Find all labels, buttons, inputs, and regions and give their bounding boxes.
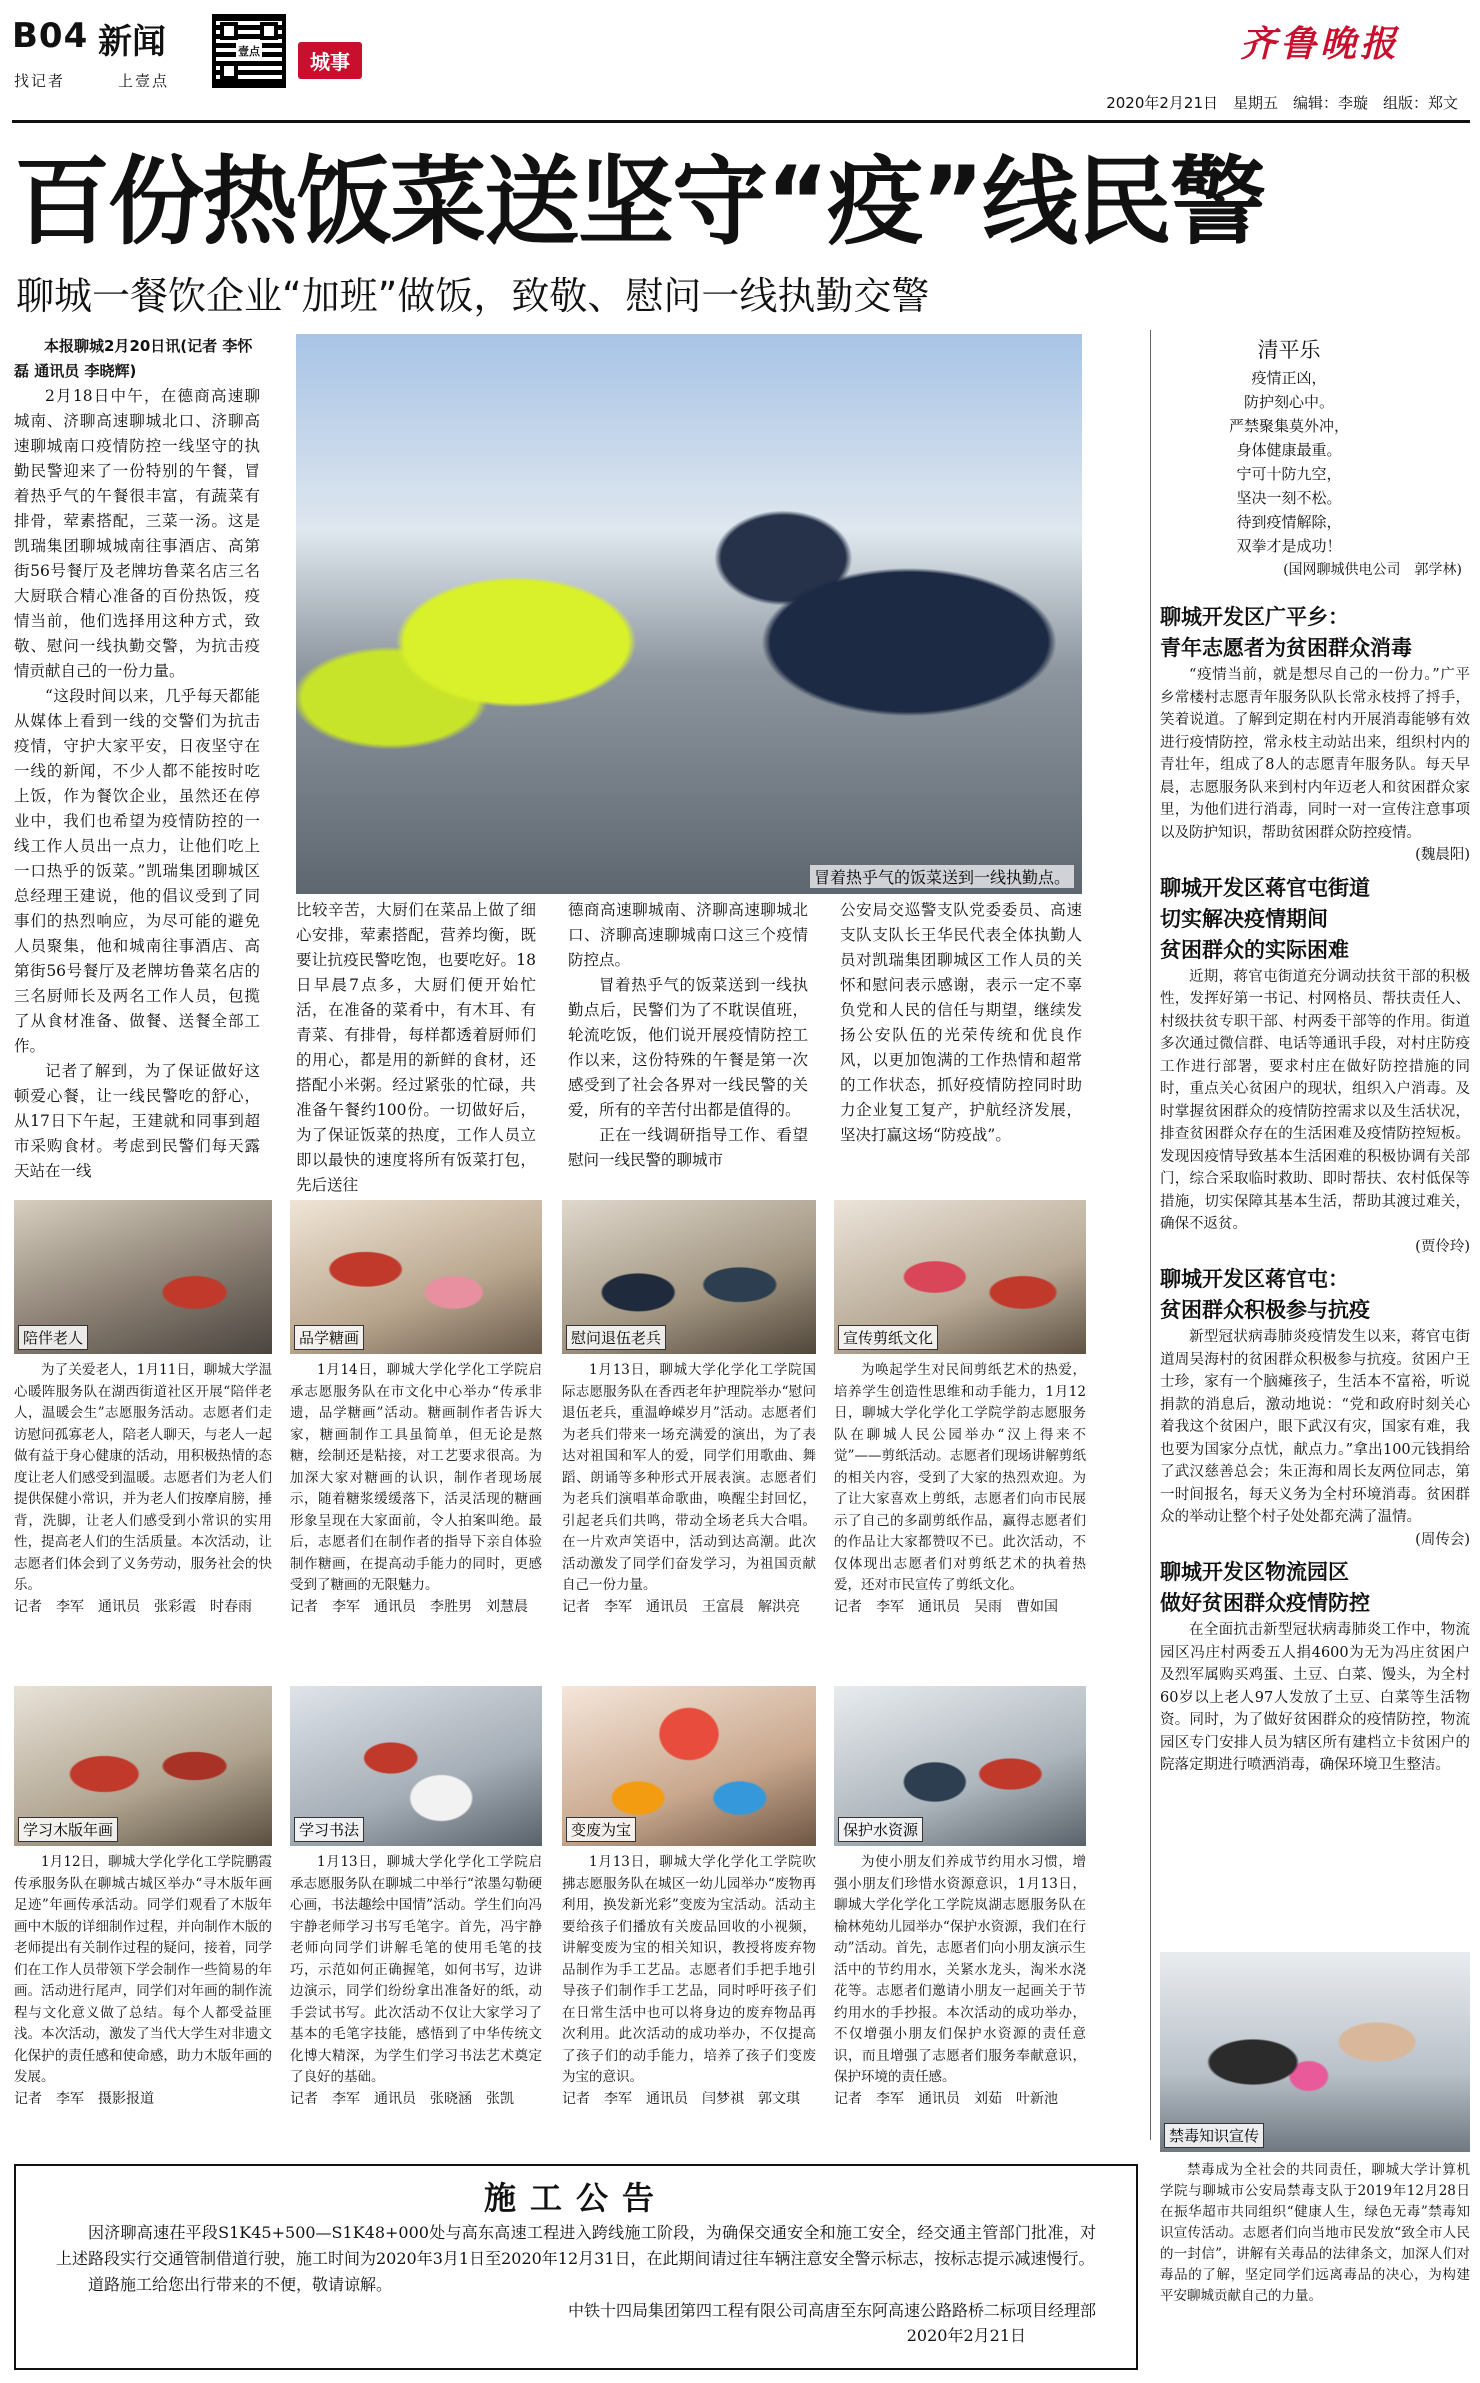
headline: 百份热饭菜送坚守“疫”线民警 (14, 146, 1265, 258)
grid-text-5 (14, 1852, 272, 2110)
article-col3-p3: 正在一线调研指导工作、看望慰问一线民警的聊城市 (568, 1126, 808, 1169)
grid-credit: 记者 李军 通讯员 闫梦祺 郭文琪 (562, 2090, 800, 2107)
grid-text-body: 1月13日，聊城大学化学化工学院国际志愿服务队在香西老年护理院举办“慰问退伍老兵，重温峥嵘岁月”活动。志愿者们为老兵们带来一场充满爱的演出，为了表达对祖国和军人的爱，同学们用歌曲、舞蹈、朗诵等多种形式开展表演。志愿者们为老兵们演唱革命歌曲，唤醒尘封回忆，引起老兵们共鸣，带动全场老兵大合唱。在一片欢声笑语中，活动到达高潮。此次活动激发了同学们奋发学习，为祖国贡献自己一份力量。 (562, 1362, 816, 1593)
grid-text-body: 为使小朋友们养成节约用水习惯，增强小朋友们珍惜水资源意识，1月13日，聊城大学化学化工学院岚湖志愿服务队在榆林苑幼儿园举办“保护水资源，我们在行动”活动。首先，志愿者们向小朋友演示生活中的节约用水，关紧水龙头，淘米水浇花等。志愿者们邀请小朋友一起画关于节约用水的手抄报。本次活动的成功举办，不仅增强小朋友们保护水资源的责任意识，而且增强了志愿者们服务奉献意识，保护环境的责任感。 (834, 1854, 1086, 2085)
grid-photo-tag: 学习书法 (294, 1817, 364, 1842)
column-rule (1150, 330, 1151, 2140)
poem-line: 待到疫情解除， (1236, 513, 1342, 531)
grid-photo-2 (290, 1200, 542, 1354)
grid-photo-3 (562, 1200, 816, 1354)
dateline: 2020年2月21日 星期五 编辑：李璇 组版：郑文 (1106, 94, 1458, 112)
notice-p2: 道路施工给您出行带来的不便，敬请谅解。 (88, 2275, 393, 2294)
article-col2-text: 比较辛苦，大厨们在菜品上做了细心安排，荤素搭配，营养均衡，既要让抗疫民警吃饱，也要吃好。18日早晨7点多，大厨们便开始忙活，在准备的菜肴中，有木耳、有青菜、有排骨，每样都透着厨师们的用心，都是用的新鲜的食材，还搭配小米粥。经过紧张的忙碌，共准备午餐约100份。一切做好后，为了保证饭菜的热度，工作人员立即以最快的速度将所有饭菜打包，先后送往 (296, 901, 536, 1194)
brief-author: (周传会) (1415, 1531, 1470, 1548)
grid-text-2 (290, 1360, 542, 1618)
article-col3 (568, 898, 808, 1173)
notice-title: 施工公告 (483, 2179, 668, 2217)
article-col3-p1: 德商高速聊城南、济聊高速聊城北口、济聊高速聊城南口这三个疫情防控点。 (568, 901, 808, 969)
poem-line: 双拳才是成功！ (1236, 537, 1342, 555)
qr-code-icon[interactable] (212, 14, 286, 88)
grid-photo-tag: 保护水资源 (838, 1817, 923, 1842)
grid-credit: 记者 李军 通讯员 张晓涵 张凯 (290, 2090, 514, 2107)
article-p1: 2月18日中午，在德商高速聊城南、济聊高速聊城北口、济聊高速聊城南口疫情防控一线坚守的执勤民警迎来了一份特别的午餐，冒着热乎气的午餐很丰富，有蔬菜有排骨，荤素搭配，三菜一汤。这是凯瑞集团聊城城南往事酒店、高第街56号餐厅及老牌坊鲁菜名店三名大厨联合精心准备的百份热饭，疫情当前，他们选择用这种方式，致敬、慰问一线执勤交警，为抗击疫情贡献自己的一份力量。 (14, 387, 260, 680)
brief-2 (1160, 873, 1470, 1259)
article-p3: 记者了解到，为了保证做好这顿爱心餐，让一线民警吃的舒心，从17日下午起，王建就和同事到超市采购食材。考虑到民警们每天露天站在一线 (14, 1062, 260, 1180)
brief-body: 近期，蒋官屯街道充分调动扶贫干部的积极性，发挥好第一书记、村网格员、帮扶责任人、村级扶贫专职干部、村两委干部等的作用。街道多次通过微信群、电话等通讯手段，对村庄防疫工作进行部署，要求村庄在做好防控措施的同时，重点关心贫困户的现状，组织入户消毒。及时掌握贫困群众的疫情防控需求以及生活状况，排查贫困群众存在的生活困难及疫情防控短板。发现因疫情导致基本生活困难的积极协调有关部门，综合采取临时救助、即时帮扶、农村低保等措施，切实保障其基本生活，帮助其渡过难关，确保不返贫。 (1160, 968, 1470, 1232)
right-photo (1160, 1952, 1470, 2152)
qr-label: 壹点 (236, 42, 262, 60)
notice-date: 2020年2月21日 (906, 2326, 1026, 2345)
brief-title: 聊城开发区物流园区 做好贫困群众疫情防控 (1160, 1560, 1370, 1615)
brief-body: “疫情当前，就是想尽自己的一份力。”广平乡常楼村志愿青年服务队队长常永枝捋了捋手，笑着说道。了解到定期在村内开展消毒能够有效进行疫情防控，常永枝主动站出来，组织村内的青壮年，组成了8人的志愿青年服务队。每天早晨，志愿服务队来到村内年迈老人和贫困群众家里，为他们进行消毒，同时一对一宣传注意事项以及防护知识，帮助贫困群众防控疫情。 (1160, 667, 1470, 841)
article-col2 (296, 898, 536, 1198)
article-col4 (840, 898, 1082, 1148)
brief-body: 新型冠状病毒肺炎疫情发生以来，蒋官屯街道周吴海村的贫困群众积极参与抗疫。贫困户王士珍，家有一个脑瘫孩子，生活本不富裕，听说捐款的消息后，激动地说：“党和政府时刻关心着我这个贫困户，眼下武汉有灾，国家有难，我也要为国家分点忧，献点力。”拿出100元钱捐给了武汉慈善总会；朱正海和周长友两位同志，第一时间报名，每天义务为全村环境消毒。贫困群众的举动让整个村子处处都充满了温情。 (1160, 1329, 1470, 1525)
right-column (1160, 602, 1470, 1777)
poem-line: 疫情正凶， (1251, 369, 1327, 387)
grid-text-body: 为唤起学生对民间剪纸艺术的热爱，培养学生创造性思维和动手能力，1月12日，聊城大学化学化工学院学韵志愿服务队在聊城人民公园举办“汉上得来不觉”——剪纸活动。志愿者们现场讲解剪纸的相关内容，受到了大家的热烈欢迎。为了让大家喜欢上剪纸，志愿者们向市民展示了自己的多副剪纸作品，赢得志愿者们的作品让大家都赞叹不已。此次活动，不仅体现出志愿者们对剪纸艺术的执着热爱，还对市民宣传了剪纸文化。 (834, 1362, 1086, 1593)
poem-author: (国网聊城供电公司 郭学林) (1283, 562, 1462, 578)
poem-line: 身体健康最重。 (1236, 441, 1342, 459)
grid-credit: 记者 李军 通讯员 李胜男 刘慧晨 (290, 1598, 528, 1615)
grid-text-7 (562, 1852, 816, 2110)
section-name: 新闻 (98, 22, 166, 62)
brief-title: 聊城开发区蒋官屯街道 切实解决疫情期间 贫困群众的实际困难 (1160, 875, 1370, 962)
article-p2: “这段时间以来，几乎每天都能从媒体上看到一线的交警们为抗击疫情，守护大家平安，日夜坚守在一线的新闻，不少人都不能按时吃上饭，作为餐饮企业，虽然还在停业中，我们也希望为疫情防控的一线工作人员出一点力，让他们吃上一口热乎的饭菜。”凯瑞集团聊城区总经理王建说，他的倡议受到了同事们的热烈响应，为尽可能的避免人员聚集，他和城南往事酒店、高第街56号餐厅及老牌坊鲁菜名店的三名厨师长及两名工作人员，包揽了从食材准备、做餐、送餐全部工作。 (14, 687, 260, 1055)
paper-logo: 齐鲁晚报 (1240, 23, 1401, 65)
brief-4 (1160, 1557, 1470, 1777)
brief-author: (贾伶玲) (1415, 1238, 1470, 1255)
subheadline: 聊城一餐饮企业“加班”做饭，致敬、慰问一线执勤交警 (16, 274, 930, 318)
grid-photo-tag: 学习木版年画 (18, 1817, 118, 1842)
grid-photo-1 (14, 1200, 272, 1354)
grid-credit: 记者 李军 通讯员 吴雨 曹如国 (834, 1598, 1058, 1615)
grid-text-body: 1月13日，聊城大学化学化工学院启承志愿服务队在聊城二中举行“浓墨勾勒硬心画，书法趣绘中国情”活动。学生们向冯宇静老师学习书写毛笔字。首先，冯宇静老师向同学们讲解毛笔的使用毛笔的技巧，示范如何正确握笔，如何书写，边讲边演示，同学们纷纷拿出准备好的纸，动手尝试书写。此次活动不仅让大家学习了基本的毛笔字技能，感悟到了中华传统文化博大精深，为学生们学习书法艺术奠定了良好的基础。 (290, 1854, 542, 2085)
poem-line: 坚决一刻不松。 (1236, 489, 1342, 507)
grid-text-body: 为了关爱老人，1月11日，聊城大学温心暖阵服务队在湖西街道社区开展“陪伴老人，温暖会生”志愿服务活动。志愿者们走访慰问孤寡老人，陪老人聊天，与老人一起做有益于身心健康的活动，用积极热情的态度让老人们感受到温暖。志愿者们为老人们提供保健小常识，并为老人们按摩肩膀，捶背，洗脚，让老人们感受到小常识的实用性，提高老人们的生活质量。本次活动，让志愿者们体会到了义务劳动，服务社会的快乐。 (14, 1362, 272, 1593)
grid-text-body: 1月14日，聊城大学化学化工学院启承志愿服务队在市文化中心举办“传承非遗，品学糖画”活动。糖画制作者告诉大家，糖画制作工具虽简单，但无论是熬糖，绘制还是粘接，对工艺要求很高。为加深大家对糖画的认识，制作者现场展示，随着糖浆缓缓落下，活灵活现的糖画形象呈现在大家面前，令人拍案叫绝。最后，志愿者们在制作者的指导下亲自体验制作糖画，在提高动手能力的同时，更感受到了糖画的无限魅力。 (290, 1362, 542, 1593)
right-photo-tag: 禁毒知识宣传 (1164, 2123, 1264, 2148)
grid-photo-tag: 陪伴老人 (18, 1325, 88, 1350)
article-col1 (14, 334, 260, 1184)
poem-title: 清平乐 (1257, 338, 1321, 362)
grid-text-1 (14, 1360, 272, 1618)
poem-block (1108, 334, 1470, 582)
notice-box (14, 2164, 1138, 2370)
right-photo-text: 禁毒成为全社会的共同责任，聊城大学计算机学院与聊城市公安局禁毒支队于2019年12月28日在振华超市共同组织“健康人生，绿色无毒”禁毒知识宣传活动。志愿者们向当地市民发放“致全市人民的一封信”，讲解有关毒品的法律条文，加深人们对毒品的了解，坚定同学们远离毒品的决心，为构建平安聊城贡献自己的力量。 (1160, 2162, 1470, 2304)
brief-title: 聊城开发区蒋官屯： 贫困群众积极参与抗疫 (1160, 1267, 1370, 1322)
main-photo-caption: 冒着热乎气的饭菜送到一线执勤点。 (810, 865, 1074, 888)
grid-photo-tag: 品学糖画 (294, 1325, 364, 1350)
grid-photo-tag: 慰问退伍老兵 (566, 1325, 666, 1350)
grid-credit: 记者 李军 通讯员 刘茹 叶新池 (834, 2090, 1058, 2107)
main-photo (296, 334, 1082, 894)
grid-text-body: 1月13日，聊城大学化学化工学院吹拂志愿服务队在城区一幼儿园举办“废物再利用，换发新光彩”变废为宝活动。活动主要给孩子们播放有关废品回收的小视频，讲解变废为宝的相关知识，教授将废弃物品制作为手工艺品。志愿者们手把手地引导孩子们制作手工艺品，同时呼吁孩子们在日常生活中也可以将身边的废弃物品再次利用。此次活动的成功举办，不仅提高了孩子们的动手能力，培养了孩子们变废为宝的意识。 (562, 1854, 816, 2085)
grid-text-4 (834, 1360, 1086, 1618)
sub-right: 上壹点 (118, 72, 170, 90)
page-number: B04 (12, 16, 89, 56)
grid-photo-8 (834, 1686, 1086, 1846)
grid-photo-tag: 变废为宝 (566, 1817, 636, 1842)
article-col4-text: 公安局交巡警支队党委委员、高速支队支队长王华民代表全体执勤人员对凯瑞集团聊城区工作人员的关怀和慰问表示感谢，表示一定不辜负党和人民的信任与期望，继续发扬公安队伍的光荣传统和优良作风，以更加饱满的工作热情和超常的工作状态，抓好疫情防控同时助力企业复工复产，护航经济发展，坚决打赢这场“防疫战”。 (840, 901, 1082, 1144)
brief-author: (魏晨阳) (1415, 847, 1470, 863)
poem-line: 严禁聚集莫外冲， (1228, 417, 1349, 435)
grid-photo-7 (562, 1686, 816, 1846)
byline: 本报聊城2月20日讯(记者 李怀磊 通讯员 李晓辉) (14, 337, 253, 380)
poem-line: 防护刻心中。 (1243, 393, 1334, 411)
grid-photo-6 (290, 1686, 542, 1846)
brief-title: 聊城开发区广平乡： 青年志愿者为贫困群众消毒 (1160, 605, 1412, 660)
notice-p1: 因济聊高速茌平段S1K45+500—S1K48+000处与高东高速工程进入跨线施工阶段，为确保交通安全和施工安全，经交通主管部门批准，对上述路段实行交通管制借道行驶，施工时间为2020年3月1日至2020年12月31日，在此期间请过往车辆注意安全警示标志，按标志提示减速慢行。 (56, 2223, 1096, 2268)
grid-text-body: 1月12日，聊城大学化学化工学院鹏霞传承服务队在聊城古城区举办“寻木版年画足迹”年画传承活动。同学们观看了木版年画中木版的详细制作过程，并向制作木版的老师提出有关制作过程的疑问，接着，同学们在工作人员带领下学会制作一些简易的年画。活动进行尾声，同学们对年画的制作流程与文化意义做了总结。每个人都受益匪浅。本次活动，激发了当代大学生对非遗文化保护的责任感和使命感，助力木版年画的发展。 (14, 1854, 272, 2085)
grid-text-8 (834, 1852, 1086, 2110)
grid-photo-4 (834, 1200, 1086, 1354)
brief-3 (1160, 1264, 1470, 1551)
grid-photo-tag: 宣传剪纸文化 (838, 1325, 938, 1350)
article-col3-p2: 冒着热乎气的饭菜送到一线执勤点后，民警们为了不耽误值班，轮流吃饭，他们说开展疫情防控工作以来，这份特殊的午餐是第一次感受到了社会各界对一线民警的关爱，所有的辛苦付出都是值得的。 (568, 976, 808, 1119)
masthead-rule (12, 120, 1470, 123)
brief-1 (1160, 602, 1470, 867)
grid-text-6 (290, 1852, 542, 2110)
brief-body: 在全面抗击新型冠状病毒肺炎工作中，物流园区冯庄村两委五人捐4600为无为冯庄贫困户及烈军属购买鸡蛋、土豆、白菜、馒头，为全村60岁以上老人97人发放了土豆、白菜等生活物资。同时，为了做好贫困群众的疫情防控，物流园区专门安排人员为辖区所有建档立卡贫困户的院落定期进行喷洒消毒，确保环境卫生整洁。 (1160, 1622, 1470, 1773)
section-tag: 城事 (298, 42, 362, 79)
grid-credit: 记者 李军 通讯员 张彩霞 时春雨 (14, 1598, 252, 1615)
grid-credit: 记者 李军 通讯员 王富晨 解洪亮 (562, 1598, 800, 1615)
grid-photo-5 (14, 1686, 272, 1846)
grid-text-3 (562, 1360, 816, 1618)
sub-left: 找记者 (14, 72, 66, 90)
poem-line: 宁可十防九空， (1236, 465, 1342, 483)
notice-signer: 中铁十四局集团第四工程有限公司高唐至东阿高速公路路桥二标项目经理部 (567, 2301, 1096, 2320)
grid-credit: 记者 李军 摄影报道 (14, 2090, 154, 2107)
